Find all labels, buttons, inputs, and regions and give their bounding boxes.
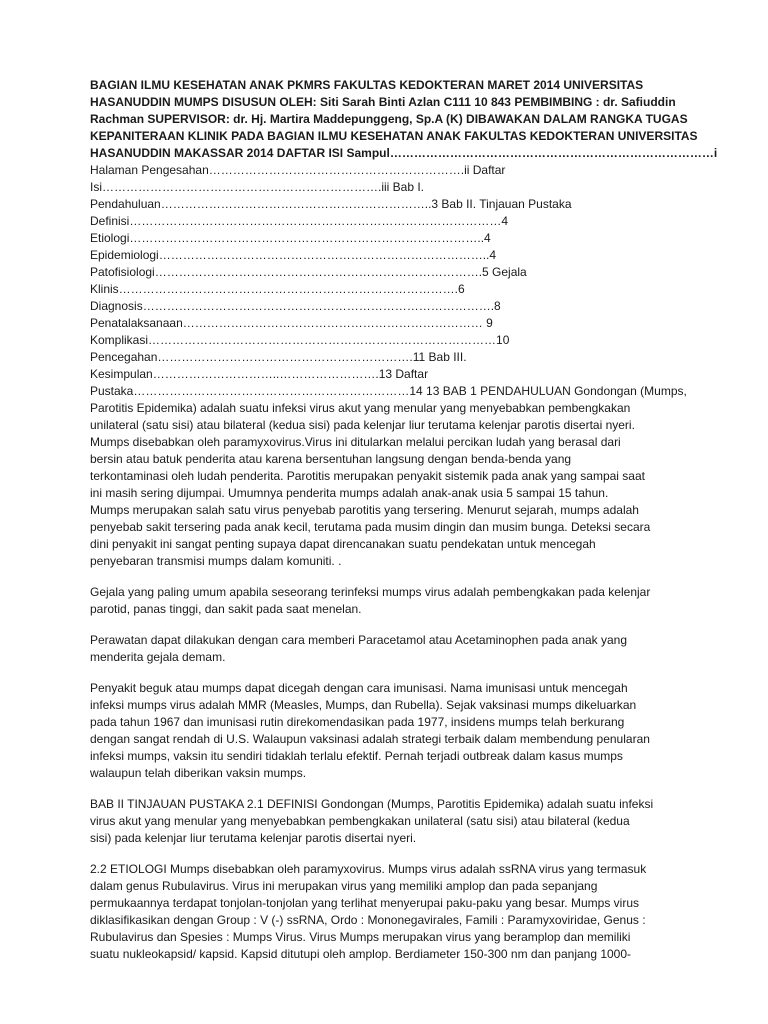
paragraph-line: parotid, panas tinggi, dan sakit pada saat menelan. bbox=[90, 602, 362, 616]
toc-line: Epidemiologi………………………………………………………………………..4 bbox=[90, 248, 497, 262]
header-line: HASANUDDIN MUMPS DISUSUN OLEH: Siti Sarah Binti Azlan C111 10 843 PEMBIMBING : dr. Safiuddin bbox=[90, 95, 676, 109]
toc-line: Penatalaksanaan………………………………………………………………… 9 bbox=[90, 316, 493, 330]
toc-line: Klinis………………………………………………………………………….6 bbox=[90, 282, 465, 296]
table-of-contents bbox=[90, 162, 687, 400]
toc-line: Pustaka……………………………………………………………14 13 BAB 1 PENDAHULUAN Gondongan (Mumps, bbox=[90, 384, 687, 398]
paragraph-line: suatu nukleokapsid/ kapsid. Kapsid ditutupi oleh amplop. Berdiameter 150-300 nm dan panjang 1000- bbox=[90, 947, 632, 961]
paragraph-line: Rubulavirus dan Spesies : Mumps Virus. Virus Mumps merupakan virus yang beramplop dan memiliki bbox=[90, 930, 631, 944]
toc-line: Pendahuluan…………………………………………………………..3 Bab II. Tinjauan Pustaka bbox=[90, 197, 572, 211]
paragraph-line: virus akut yang menular yang menyebabkan pembengkakan unilateral (satu sisi) atau bilateral (kedua bbox=[90, 814, 630, 828]
paragraph-line: infeksi mumps, vaksin itu sendiri tidaklah terlalu efektif. Pernah terjadi outbreak dalam kasus mumps bbox=[90, 749, 623, 763]
toc-line: Patofisiologi……………………………………………………………………….5 Gejala bbox=[90, 265, 527, 279]
toc-line: Pencegahan……………………………………………………….11 Bab III. bbox=[90, 350, 467, 364]
paragraph-line: menderita gejala demam. bbox=[90, 650, 226, 664]
etiologi-paragraph bbox=[90, 861, 680, 963]
paragraph-line: terkontaminasi oleh ludah penderita. Parotitis merupakan penyakit sistemik pada anak yang sampai saat bbox=[90, 469, 645, 483]
paragraph-line: dalam genus Rubulavirus. Virus ini merupakan virus yang memiliki amplop dan pada sepanjang bbox=[90, 879, 598, 893]
paragraph-line: Mumps merupakan salah satu virus penyebab parotitis yang tersering. Menurut sejarah, mumps adalah bbox=[90, 503, 639, 517]
toc-line: Kesimpulan…………………………..…………………….13 Daftar bbox=[90, 367, 429, 381]
header-line: KEPANITERAAN KLINIK PADA BAGIAN ILMU KESEHATAN ANAK FAKULTAS KEDOKTERAN UNIVERSITAS bbox=[90, 129, 698, 143]
paragraph-line: Perawatan dapat dilakukan dengan cara memberi Paracetamol atau Acetaminophen pada anak yang bbox=[90, 633, 628, 647]
paragraph-line: sisi) pada kelenjar liur terutama kelenjar parotis disertai nyeri. bbox=[90, 831, 417, 845]
paragraph-line: diklasifikasikan dengan Group : V (-) ssRNA, Ordo : Mononegavirales, Famili : Paramyxoviridae, Genus : bbox=[90, 913, 646, 927]
gejala-paragraph bbox=[90, 584, 680, 618]
paragraph-line: pada tahun 1967 dan imunisasi rutin direkomendasikan pada 1977, insidens mumps telah berkurang bbox=[90, 715, 625, 729]
paragraph-line: Gejala yang paling umum apabila seseorang terinfeksi mumps virus adalah pembengkakan pada kelenjar bbox=[90, 585, 651, 599]
toc-line: Diagnosis…………………………………………………………………………….8 bbox=[90, 299, 501, 313]
paragraph-line: walaupun telah diberikan vaksin mumps. bbox=[90, 766, 307, 780]
perawatan-paragraph bbox=[90, 632, 680, 666]
toc-line: Etiologi……………………………………………………………………………..4 bbox=[90, 231, 491, 245]
paragraph-line: BAB II TINJAUAN PUSTAKA 2.1 DEFINISI Gondongan (Mumps, Parotitis Epidemika) adalah suatu infeksi bbox=[90, 797, 654, 811]
paragraph-line: unilateral (satu sisi) atau bilateral (kedua sisi) pada kelenjar liur terutama kelenjar parotis disertai nyeri. bbox=[90, 418, 635, 432]
paragraph-line: ini masih sering dijumpai. Umumnya penderita mumps adalah anak-anak usia 5 sampai 15 tahun. bbox=[90, 486, 609, 500]
toc-line: Komplikasi……………………………………………………………………………10 bbox=[90, 333, 510, 347]
paragraph-line: dini penyakit ini sangat penting supaya dapat direncanakan suatu pendekatan untuk mencegah bbox=[90, 537, 596, 551]
paragraph-line: penyebaran transmisi mumps dalam komuniti. . bbox=[90, 554, 342, 568]
toc-line: Isi…………………………………………………………….iii Bab I. bbox=[90, 180, 425, 194]
intro-paragraph bbox=[90, 400, 680, 570]
header-line: HASANUDDIN MAKASSAR 2014 DAFTAR ISI Sampul………………………………………………………………………i bbox=[90, 146, 718, 160]
header-line: BAGIAN ILMU KESEHATAN ANAK PKMRS FAKULTAS KEDOKTERAN MARET 2014 UNIVERSITAS bbox=[90, 78, 644, 92]
paragraph-line: permukaannya terdapat tonjolan-tonjolan yang terlihat menyerupai paku-paku yang besar. Mumps virus bbox=[90, 896, 639, 910]
bab2-definisi-paragraph bbox=[90, 796, 680, 847]
paragraph-line: penyebab sakit tersering pada anak kecil, terutama pada musim dingin dan musim bunga. Deteksi secara bbox=[90, 520, 651, 534]
paragraph-line: Parotitis Epidemika) adalah suatu infeksi virus akut yang menular yang menyebabkan pembengkakan bbox=[90, 401, 631, 415]
toc-line: Definisi…………………………………………………………………………………4 bbox=[90, 214, 509, 228]
paragraph-line: 2.2 ETIOLOGI Mumps disebabkan oleh paramyxovirus. Mumps virus adalah ssRNA virus yang termasuk bbox=[90, 862, 647, 876]
paragraph-line: Mumps disebabkan oleh paramyxovirus.Virus ini ditularkan melalui percikan ludah yang berasal dari bbox=[90, 435, 621, 449]
header-line: Rachman SUPERVISOR: dr. Hj. Martira Maddepunggeng, Sp.A (K) DIBAWAKAN DALAM RANGKA TUGAS bbox=[90, 112, 688, 126]
document-header bbox=[90, 77, 718, 162]
paragraph-line: infeksi mumps virus adalah MMR (Measles, Mumps, dan Rubella). Sejak vaksinasi mumps dikeluarkan bbox=[90, 698, 637, 712]
paragraph-line: dengan sangat rendah di U.S. Walaupun vaksinasi adalah strategi terbaik dalam membendung penularan bbox=[90, 732, 650, 746]
paragraph-line: bersin atau batuk penderita atau karena bersentuhan langsung dengan benda-benda yang bbox=[90, 452, 572, 466]
paragraph-line: Penyakit beguk atau mumps dapat dicegah dengan cara imunisasi. Nama imunisasi untuk mencegah bbox=[90, 681, 628, 695]
pencegahan-paragraph bbox=[90, 680, 680, 782]
toc-line: Halaman Pengesahan……………………………………………………….ii Daftar bbox=[90, 163, 506, 177]
